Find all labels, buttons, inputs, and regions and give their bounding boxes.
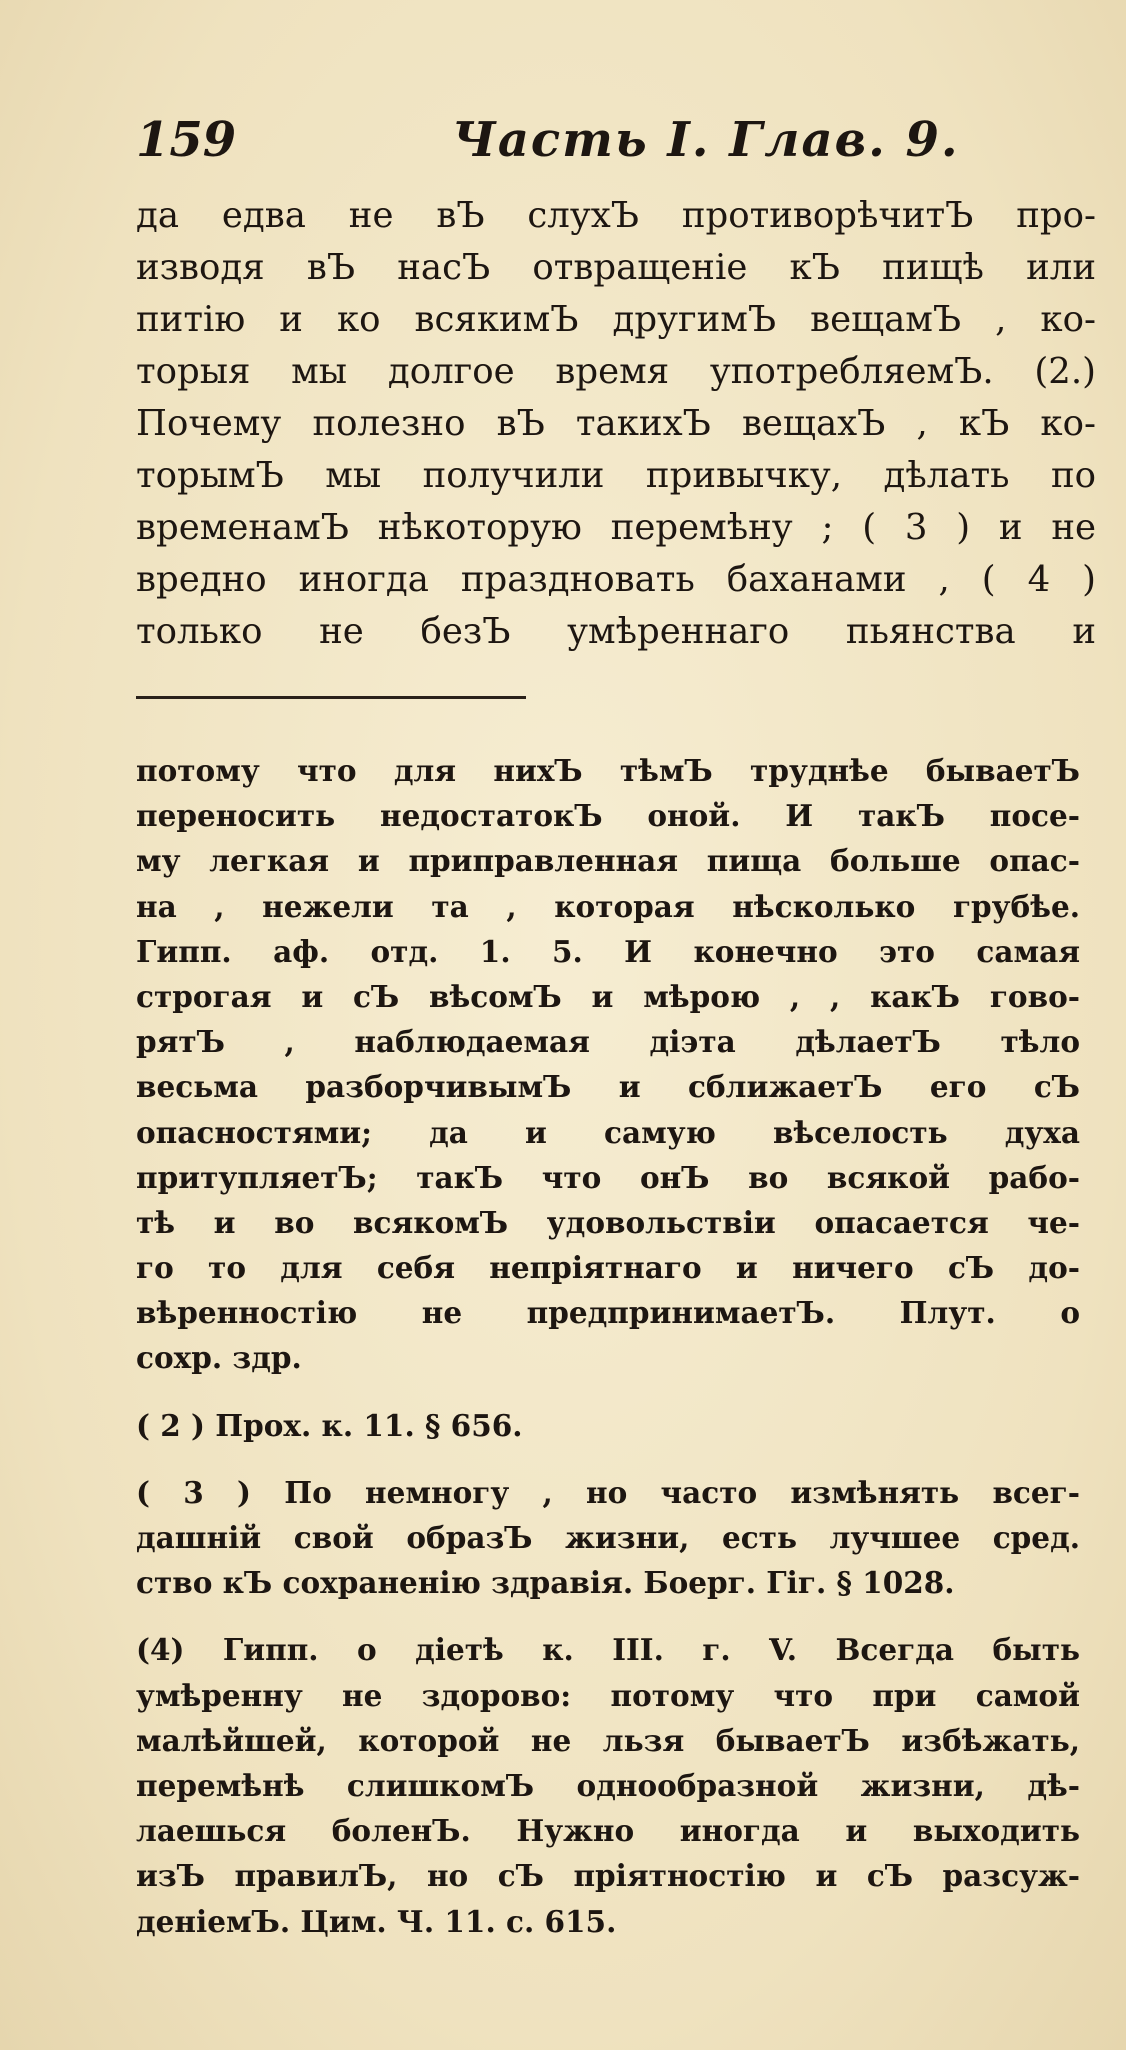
main-text-line: Почему полезно вЪ такихЪ вещахЪ , кЪ ко- [136,403,1096,444]
page-header [136,112,1036,172]
footnote-line: переносить недостатокЪ оной. И такЪ посе- [136,798,1080,834]
footnote-line: сохр. здр. [136,1340,302,1376]
main-text-line: временамЪ нѣкоторую перемѣну ; ( 3 ) и не [136,507,1096,548]
footnote-line: Гипп. аф. отд. 1. 5. И конечно это самая [136,933,1080,969]
footnote-2 [136,1403,1080,1448]
footnote-line: умѣренну не здорово: потому что при самой [136,1677,1080,1713]
footnote-line: весьма разборчивымЪ и сближаетЪ его сЪ [136,1069,1080,1105]
footnote-line: лаешься боленЪ. Нужно иногда и выходить [136,1813,1080,1849]
footnote-continued [136,748,1080,1381]
footnote-line: опасностями; да и самую вѣселость духа [136,1114,1080,1150]
main-text-line: вредно иногда праздновать баханами , ( 4 ) [136,559,1096,600]
footnote-line: строгая и сЪ вѣсомЪ и мѣрою , , какЪ гово- [136,978,1080,1014]
footnote-line: дашній свой образЪ жизни, есть лучшее сред. [136,1520,1080,1555]
footnote-line: рятЪ , наблюдаемая діэта дѣлаетЪ тѣло [136,1024,1080,1060]
page-number: 159 [136,112,237,168]
footnote-line: вѣренностію не предпринимаетЪ. Плут. о [136,1295,1080,1331]
footnote-4 [136,1627,1080,1943]
footnote-3 [136,1470,1080,1606]
footnote-separator-rule [136,696,526,699]
footnote-line: (4) Гипп. о діетѣ к. III. г. V. Всегда быть [136,1632,1080,1668]
footnote-line: ( 3 ) По немногу , но часто измѣнять всег- [136,1474,1080,1510]
footnote-line: му легкая и приправленная пища больше опас- [136,843,1080,879]
footnote-line: ( 2 ) Прох. к. 11. § 656. [136,1407,523,1443]
footnote-line: малѣйшей, которой не льзя бываетЪ избѣжать, [136,1722,1080,1758]
footnote-line: потому что для нихЪ тѣмЪ труднѣе бываетЪ [136,753,1080,788]
main-text [136,190,1096,658]
main-text-line: питію и ко всякимЪ другимЪ вещамЪ , ко- [136,299,1096,340]
footnote-line: изЪ правилЪ, но сЪ пріятностію и сЪ разсуж- [136,1858,1080,1894]
main-text-line: торыя мы долгое время употребляемЪ. (2.) [136,351,1096,392]
footnote-line: ство кЪ сохраненію здравія. Боерг. Гіг. § 1028. [136,1565,955,1601]
footnote-line: притупляетЪ; такЪ что онЪ во всякой рабо- [136,1159,1080,1195]
footnote-line: на , нежели та , которая нѣсколько грубѣе. [136,888,1080,924]
footnotes [136,748,1080,1944]
footnote-line: перемѣнѣ слишкомЪ однообразной жизни, дѣ- [136,1767,1080,1803]
main-text-line: изводя вЪ насЪ отвращеніе кЪ пищѣ или [136,247,1096,288]
main-text-line: да едва не вЪ слухЪ противорѣчитЪ про- [136,195,1096,236]
main-text-line: торымЪ мы получили привычку, дѣлать по [136,455,1096,496]
footnote-line: деніемЪ. Цим. Ч. 11. с. 615. [136,1903,617,1939]
footnote-line: го то для себя непріятнаго и ничего сЪ до- [136,1250,1080,1286]
running-head: Часть I. Глав. 9. [452,112,960,168]
main-text-line: только не безЪ умѣреннаго пьянства и [136,611,1096,652]
footnote-line: тѣ и во всякомЪ удовольствіи опасается че- [136,1204,1080,1240]
